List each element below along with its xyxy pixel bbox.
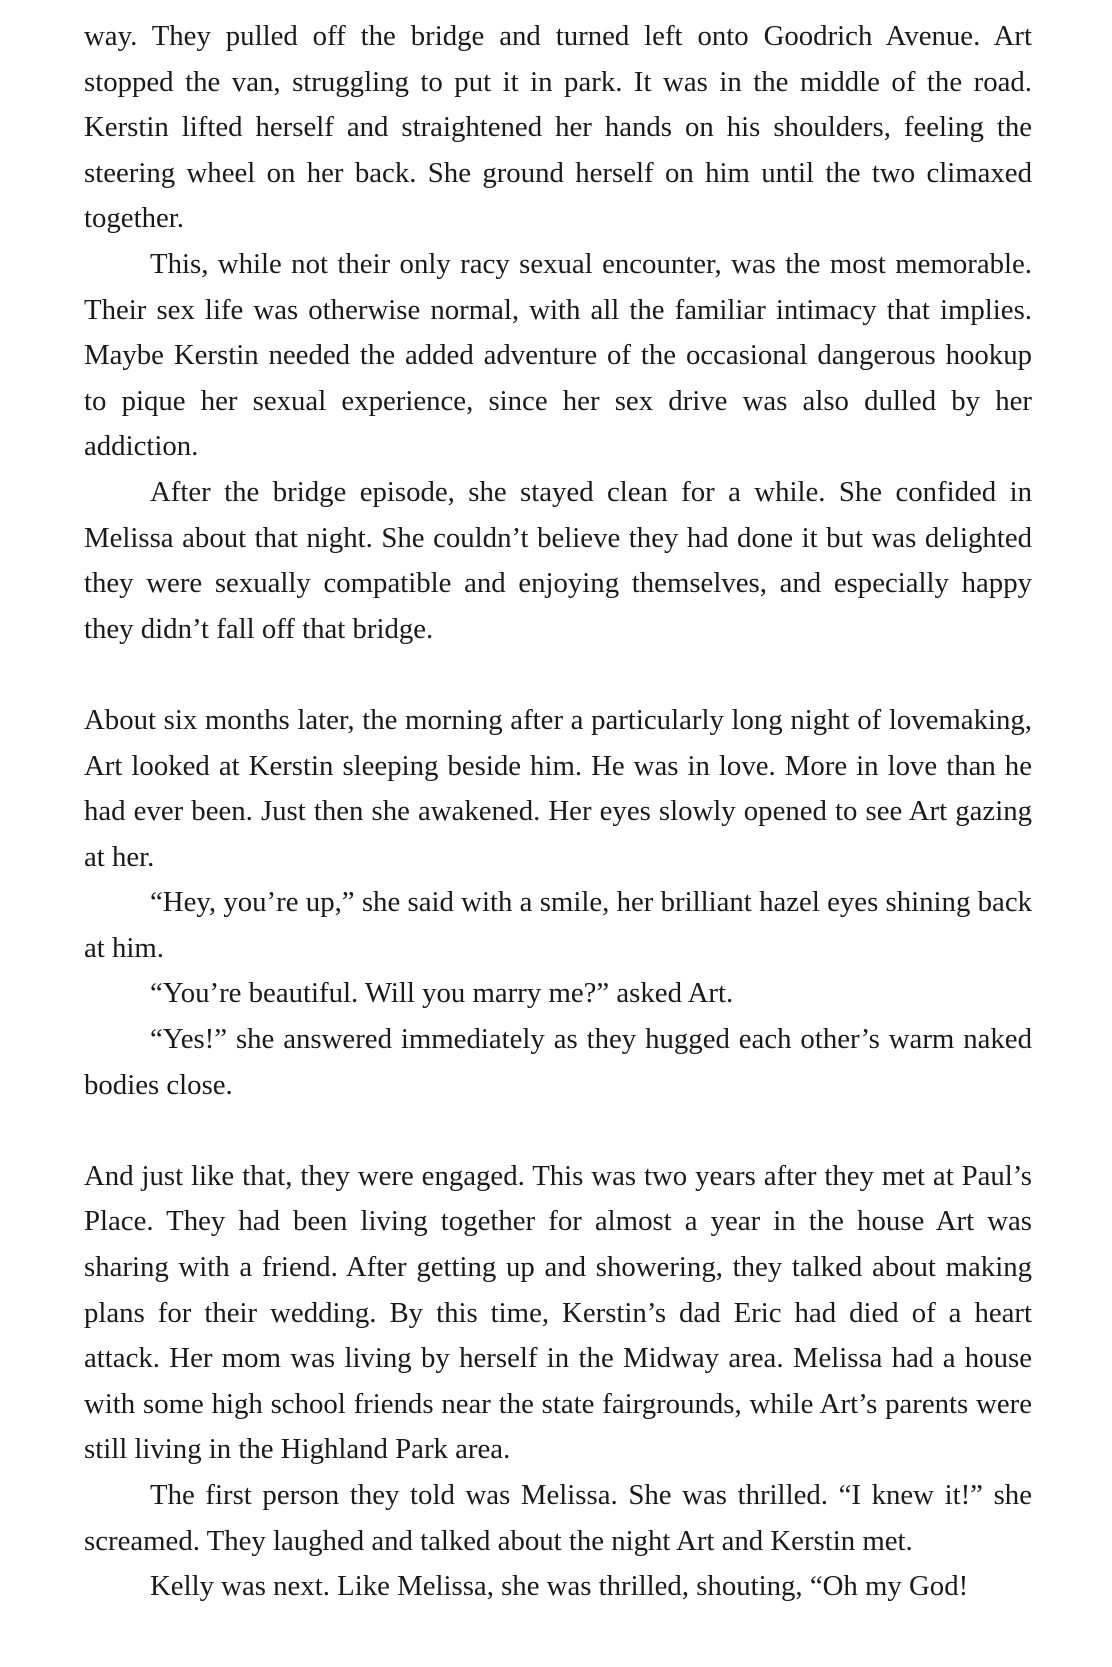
paragraph-yes-answer: “Yes!” she answered immediately as they hugged each other’s warm naked bodies close.	[84, 1023, 1032, 1101]
paragraph-six-months-later: About six months later, the morning after a particularly long night of lovemaking, Art looked at Kerstin sleeping beside him. He was in love. More in love than he had ever been. Just then she awakened. Her eyes slowly opened to see Art gazing at her.	[84, 703, 1032, 873]
paragraph-engaged: And just like that, they were engaged. This was two years after they met at Paul’s Place. They had been living together for almost a year in the house Art was sharing with a friend. After getting up and showering, they talked about making plans for their wedding. By this time, Kerstin’s dad Eric had died of a heart attack. Her mom was living by herself in the Midway area. Melissa had a house with some high school friends near the state fairgrounds, while Art’s parents were still living in the Highland Park area.	[84, 1159, 1032, 1466]
paragraph-told-melissa: The first person they told was Melissa. She was thrilled. “I knew it!” she screamed. They laughed and talked about the night Art and Kerstin met.	[84, 1479, 1032, 1557]
paragraph-hey-youre-up: “Hey, you’re up,” she said with a smile, her brilliant hazel eyes shining back at him.	[84, 886, 1032, 964]
paragraph-marry-me: “You’re beautiful. Will you marry me?” asked Art.	[150, 977, 734, 1010]
book-page	[84, 14, 1032, 1610]
section-break	[84, 1108, 1032, 1154]
section-break	[84, 652, 1032, 698]
paragraph-kelly-next: Kelly was next. Like Melissa, she was thrilled, shouting, “Oh my God!	[150, 1570, 969, 1603]
paragraph-memorable-encounter: This, while not their only racy sexual encounter, was the most memorable. Their sex life was otherwise normal, with all the familiar intimacy that implies. Maybe Kerstin needed the added adventure of the occasional dangerous hookup to pique her sexual experience, since her sex drive was also dulled by her addiction.	[84, 247, 1032, 463]
paragraph-stayed-clean: After the bridge episode, she stayed clean for a while. She confided in Melissa about that night. She couldn’t believe they had done it but was delighted they were sexually compatible and enjoying themselves, and especially happy they didn’t fall off that bridge.	[84, 475, 1032, 645]
paragraph-bridge-end: way. They pulled off the bridge and turned left onto Goodrich Avenue. Art stopped the van, struggling to put it in park. It was in the middle of the road. Kerstin lifted herself and straightened her hands on his shoulders, feeling the steering wheel on her back. She ground herself on him until the two climaxed together.	[84, 20, 1032, 235]
